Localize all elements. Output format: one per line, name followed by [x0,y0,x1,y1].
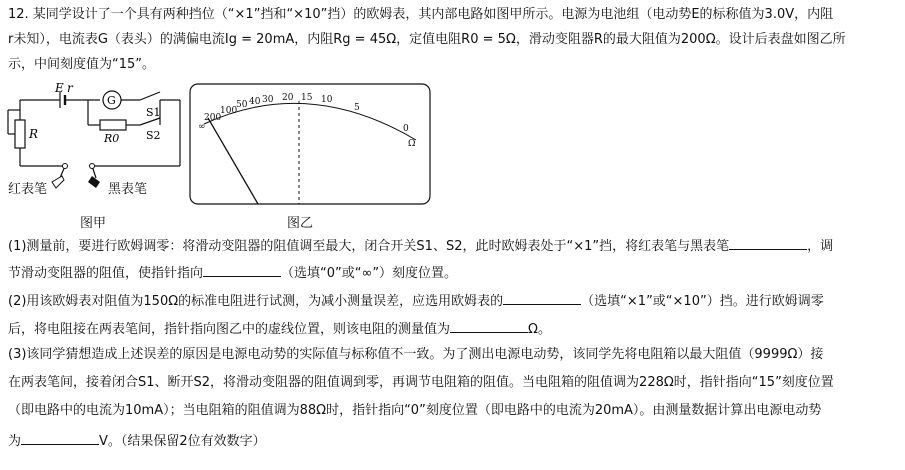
q1-line-1: (1)测量前，要进行欧姆调零：将滑动变阻器的阻值调至最大，闭合开关S1、S2，此时欧姆表处于“×1”挡，将红表笔与黑表笔 ，调 [8,235,833,256]
q2-line-1: (2)用该欧姆表对阻值为150Ω的标准电阻进行试测，为减小测量误差，应选用欧姆表的 （选填“×1”或“×10”）挡。进行欧姆调零 [8,290,824,311]
stem-line-3: 示，中间刻度值为“15”。 [8,57,156,72]
figure-b-label: 图乙 [287,216,314,231]
tick-40: 40 [249,97,261,107]
label-S2: S2 [146,129,161,142]
unit-ohm: Ω [408,139,416,149]
tick-0: 0 [403,124,409,134]
q2-blank-2[interactable] [450,318,528,333]
label-r: r [67,81,73,95]
q1-blank-2[interactable] [203,262,281,277]
black-probe-label: 黑表笔 [108,182,148,197]
tick-5: 5 [354,103,360,113]
q3-line-2: 在两表笔间，接着闭合S1、断开S2，将滑动变阻器的阻值调到零，再调节电阻箱的阻值。当电阻箱的阻值调为228Ω时，指针指向“15”刻度位置 [8,375,834,390]
tick-50: 50 [236,100,248,110]
q3-blank[interactable] [21,430,99,445]
q3-line-3: （即电路中的电流为10mA）；当电阻箱的阻值调为88Ω时，指针指向“0”刻度位置（即电路中的电流为20mA）。由测量数据计算出电源电动势 [8,403,822,418]
figure-a-label: 图甲 [80,216,107,231]
tick-30: 30 [262,95,274,105]
label-E: E [55,81,64,95]
tick-10: 10 [321,95,333,105]
q1-line-2: 节滑动变阻器的阻值，使指针指向 （选填“0”或“∞”）刻度位置。 [8,262,457,283]
q2-blank-1[interactable] [503,290,581,305]
tick-200: 200 [204,113,222,123]
q2-line-2: 后，将电阻接在两表笔间，指针指向图乙中的虚线位置，则该电阻的测量值为 Ω。 [8,318,551,339]
label-R: R [29,127,39,141]
meter-dial [188,82,433,207]
stem-line-2: r未知），电流表G（表头）的满偏电流Ig = 20mA，内阻Rg = 45Ω，定值电阻R0 = 5Ω，滑动变阻器R的最大阻值为200Ω。设计后表盘如图乙所 [8,32,846,47]
label-G: G [107,94,116,107]
stem-line-1: 12. 某同学设计了一个具有两种挡位（“×1”挡和“×10”挡）的欧姆表，其内部电路如图甲所示。电源为电池组（电动势E的标称值为3.0V，内阻 [8,7,834,22]
tick-15: 15 [301,93,313,103]
q3-line-4: 为 V。（结果保留2位有效数字） [8,430,266,451]
tick-inf: ∞ [198,122,206,132]
q1-blank-1[interactable] [729,235,807,250]
q3-line-1: (3)该同学猜想造成上述误差的原因是电源电动势的实际值与标称值不一致。为了测出电源电动势，该同学先将电阻箱以最大阻值（9999Ω）接 [8,347,824,362]
red-probe-label: 红表笔 [8,182,48,197]
tick-20: 20 [282,93,294,103]
label-S1: S1 [146,106,161,119]
tick-100: 100 [220,106,238,116]
label-R0: R0 [104,132,120,145]
